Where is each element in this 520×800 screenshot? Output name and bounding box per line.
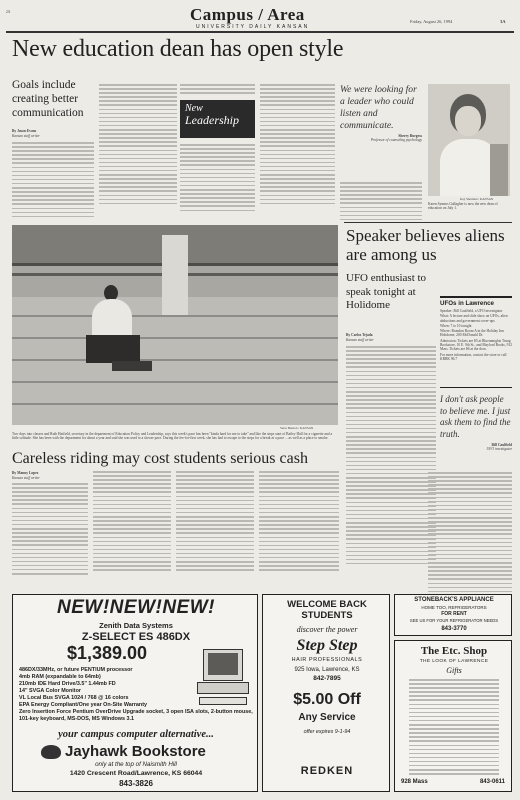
quote-author-dean: Sherry Burgess [398, 134, 422, 138]
headline-ufo: Speaker believes aliens are among us [346, 226, 505, 264]
pullquote-ufo [440, 394, 512, 452]
ufo-box-title: UFOs in Lawrence [440, 300, 494, 307]
ad-jayhawk-bookstore [12, 594, 258, 792]
story-text-col1 [12, 142, 94, 220]
ufo-box-item: Where: Brandon Room A in the Holiday Inn Holidome, 200 McDonald Dr. [440, 329, 504, 338]
pullquote-dean [340, 84, 422, 143]
byline-role-ufo: Kansan staff writer [346, 338, 374, 342]
ad-etc-shop [394, 640, 512, 792]
salon-phone: 842-7895 [313, 675, 341, 682]
salon-offer-sub: Any Service [298, 712, 356, 723]
jayhawk-logo-icon [41, 745, 61, 759]
ufo-box-item: Speaker: Bill Caulfield, a UFO investigator [440, 309, 503, 313]
byline-ufo: By Carlos Tejada [346, 333, 373, 337]
ad-brand: Zenith Data Systems [99, 621, 173, 630]
ufo-box-item: Admission: Tickets are $5 at Blueunnights Trung Bookstore, 10 E. 9th St., and Maylord Books, 912 Mass. Tickets are $6 at the door. [440, 338, 512, 352]
masthead-rule [6, 31, 514, 33]
ufo-box-item: When: 7 to 10 tonight [440, 323, 472, 328]
main-photo-caption: Two days into classes and Ruth Hatfield, secretary in the department of Education Policy and Leadership, says this week's pace has been "kinda hard for me to take" and like the steps start of Bailey Hall for a cigarette and a little solitude. She has been with the department for about a year and said she was used to a slower pace. During the fee-for-first week, she has had to escape to the steps for a break at a pace ... as well as a place to smoke. [12, 432, 333, 441]
etc-shop-title: The Etc. Shop [420, 645, 488, 657]
dean-photo-caption: Karen Symms Gallagher is now the new dean of education on July 1. [428, 202, 498, 211]
byline-riding: By Manny Lopez [12, 471, 39, 475]
ad-model: Z-SELECT ES 486DX [81, 631, 191, 643]
ad-tagline: your campus computer alternative... [58, 729, 214, 740]
ufo-text-col1 [346, 346, 436, 567]
riding-text-col4 [259, 471, 339, 573]
stoneback-phone: 843-3770 [441, 626, 467, 632]
ad-banner: NEW!NEW!NEW! [57, 597, 215, 618]
main-photo-credit: Steve Benson / KANSAN [280, 426, 314, 430]
ad-stoneback-appliance [394, 594, 512, 636]
etc-shop-gifts: Gifts [446, 666, 462, 675]
ad-location: only at the top of Naismith Hill [95, 761, 177, 768]
quote-role-ufo: UFO investigator [486, 447, 512, 452]
dean-photo-credit: Kay Sherman / KANSAN [460, 197, 494, 201]
story-text-col2 [99, 84, 177, 207]
salon-name: Step Step [296, 637, 358, 654]
ufo-text-col2b [428, 472, 512, 595]
stoneback-line3: SEE US FOR YOUR REFRIGERATOR NEEDS [409, 618, 499, 623]
quote-author-ufo: Bill Caulfield [491, 443, 512, 447]
page-ref: 2A [6, 10, 11, 14]
story-text-col3b [180, 144, 255, 214]
salon-tagline: discover the power [296, 625, 358, 634]
headline-dean: New education dean has open style [12, 36, 344, 62]
ad-spec: VL Local Bus SVGA 1024 / 768 @ 16 colors [19, 695, 129, 701]
new-leadership-graphic [180, 100, 255, 138]
story-text-col4 [260, 84, 335, 207]
byline-dean: By Jason Evans [12, 129, 37, 133]
ad-store: Jayhawk Bookstore [65, 743, 206, 760]
ad-spec: 210mb IDE Hard Drive/3.5" 1.44mb FD [19, 681, 116, 687]
salon-expiry: offer expires 9-1-94 [303, 729, 351, 735]
stoneback-title: STONEBACK'S APPLIANCE [414, 597, 494, 603]
salon-address: 925 Iowa, Lawrence, KS [294, 667, 360, 673]
pullquote-ufo-text: I don't ask people to believe me. I just ask them to find the truth. [440, 394, 511, 439]
ufo-box-item: What: A lecture and slide show on UFOs, alien abductions and government cover-ups [440, 314, 508, 323]
graphic-label-new: New [185, 103, 203, 114]
paper-name: UNIVERSITY DAILY KANSAN [196, 24, 310, 30]
salon-ad-title: WELCOME BACK STUDENTS [287, 599, 367, 621]
page-number: 3A [500, 19, 506, 24]
subhead-ufo: UFO enthusiast to speak tonight at Holidome [346, 272, 427, 311]
ad-price: $1,389.00 [66, 643, 148, 663]
issue-date: Friday, August 26, 1994 [410, 19, 453, 24]
ufo-info-box [440, 296, 512, 388]
etc-shop-sub: THE LOOK OF LAWRENCE [419, 659, 489, 664]
main-photo [12, 225, 338, 425]
ufo-box-item: For more information, contact the store or call KRBK 96.7 [440, 352, 507, 361]
ad-spec: EPA Energy Compliant/One year On-Site Warranty [19, 702, 148, 708]
ufo-story-rule [344, 222, 512, 223]
dean-portrait-photo [428, 84, 510, 196]
stoneback-line2: FOR RENT [441, 611, 467, 617]
ad-phone: 843-3826 [119, 779, 153, 788]
subhead-dean: Goals include creating better communication [12, 79, 84, 119]
story-text-col5 [340, 182, 422, 223]
salon-brand: REDKEN [300, 765, 354, 777]
ad-spec: 14" SVGA Color Monitor [19, 688, 81, 694]
etc-shop-address: 928 Mass [401, 779, 428, 785]
graphic-label-leadership: Leadership [185, 113, 239, 127]
etc-shop-list [409, 679, 499, 777]
ad-address: 1420 Crescent Road/Lawrence, KS 66044 [69, 770, 203, 777]
riding-text-col3 [176, 471, 254, 573]
salon-offer: $5.00 Off [293, 691, 361, 708]
ad-spec: Zero Insertion Force Pentium OverDrive Upgrade socket, 3 open ISA slots, 2-button mouse, 101-key keyboard, MS-DOS, MS Windows 3.1 [19, 709, 253, 722]
byline-role-dean: Kansan staff writer [12, 134, 40, 138]
riding-text-col1 [12, 483, 88, 577]
pullquote-dean-text: We were looking for a leader who could listen and communicate. [340, 84, 417, 131]
stoneback-line1: HOME TOO, REFRIGERATORS [421, 605, 487, 610]
byline-role-riding: Kansan staff writer [12, 476, 40, 480]
ad-stepstep-salon [262, 594, 390, 792]
computer-illustration [197, 649, 251, 709]
ad-spec: 4mb RAM (expandable to 64mb) [19, 674, 101, 680]
quote-role-dean: Professor of counseling psychology [370, 138, 422, 143]
headline-riding: Careless riding may cost students serious cash [12, 450, 308, 467]
story-text-col3a [180, 84, 255, 96]
etc-shop-phone: 843-0611 [479, 779, 505, 785]
salon-sub: HAIR PROFESSIONALS [291, 657, 363, 663]
riding-text-col2 [93, 471, 171, 573]
section-title: Campus / Area [190, 5, 305, 24]
ad-spec: 486DX/33MHz, or future PENTIUM processor [19, 667, 133, 673]
